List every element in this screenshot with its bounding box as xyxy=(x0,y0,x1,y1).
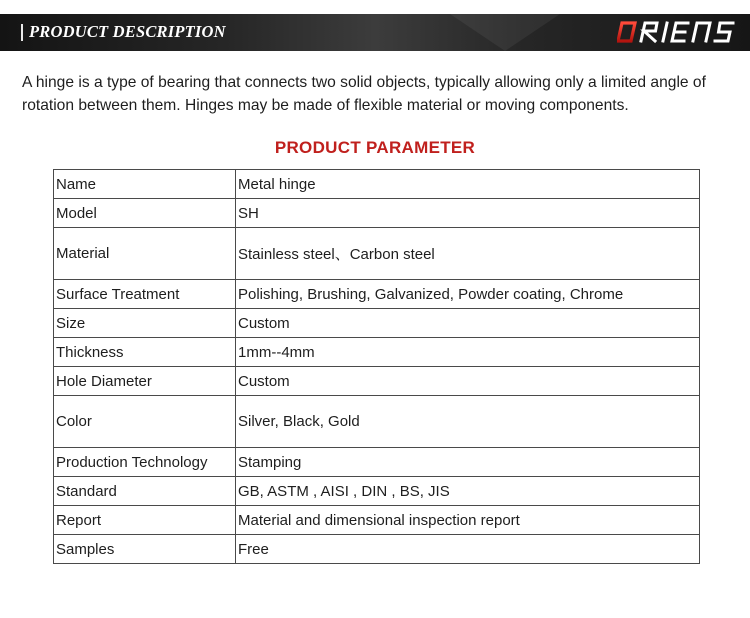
param-name: Standard xyxy=(54,477,236,506)
table-row xyxy=(54,367,700,396)
product-intro-text: A hinge is a type of bearing that connects two solid objects, typically allowing only a limited angle of rotation between them. Hinges may be made of flexible material or moving components. xyxy=(22,74,706,114)
oriens-logo xyxy=(617,20,735,44)
param-name: Hole Diameter xyxy=(54,367,236,396)
param-name: Production Technology xyxy=(54,448,236,477)
param-name: Size xyxy=(54,309,236,338)
param-name: Thickness xyxy=(54,338,236,367)
param-value: 1mm--4mm xyxy=(236,338,700,367)
param-value: Metal hinge xyxy=(236,170,700,199)
header-banner xyxy=(0,14,750,51)
param-name: Surface Treatment xyxy=(54,280,236,309)
table-row xyxy=(54,448,700,477)
table-row xyxy=(54,170,700,199)
table-row xyxy=(54,506,700,535)
param-name: Color xyxy=(54,396,236,448)
param-value: Stamping xyxy=(236,448,700,477)
banner-divider xyxy=(21,24,23,41)
param-name: Name xyxy=(54,170,236,199)
table-row xyxy=(54,477,700,506)
param-value: Silver, Black, Gold xyxy=(236,396,700,448)
param-name: Report xyxy=(54,506,236,535)
section-title: PRODUCT PARAMETER xyxy=(274,138,476,157)
param-value: Material and dimensional inspection report xyxy=(236,506,700,535)
param-name: Model xyxy=(54,199,236,228)
param-value: Stainless steel、Carbon steel xyxy=(236,228,700,280)
parameter-table xyxy=(53,169,700,564)
table-row xyxy=(54,396,700,448)
table-row xyxy=(54,309,700,338)
param-name: Material xyxy=(54,228,236,280)
table-row xyxy=(54,280,700,309)
param-value: GB, ASTM , AISI , DIN , BS, JIS xyxy=(236,477,700,506)
banner-decoration xyxy=(450,14,560,51)
param-value: Custom xyxy=(236,309,700,338)
param-value: Polishing, Brushing, Galvanized, Powder coating, Chrome xyxy=(236,280,700,309)
table-row xyxy=(54,228,700,280)
param-value: SH xyxy=(236,199,700,228)
banner-title: PRODUCT DESCRIPTION xyxy=(29,22,226,41)
param-value: Custom xyxy=(236,367,700,396)
table-row xyxy=(54,338,700,367)
table-row xyxy=(54,199,700,228)
table-row xyxy=(54,535,700,564)
param-value: Free xyxy=(236,535,700,564)
param-name: Samples xyxy=(54,535,236,564)
